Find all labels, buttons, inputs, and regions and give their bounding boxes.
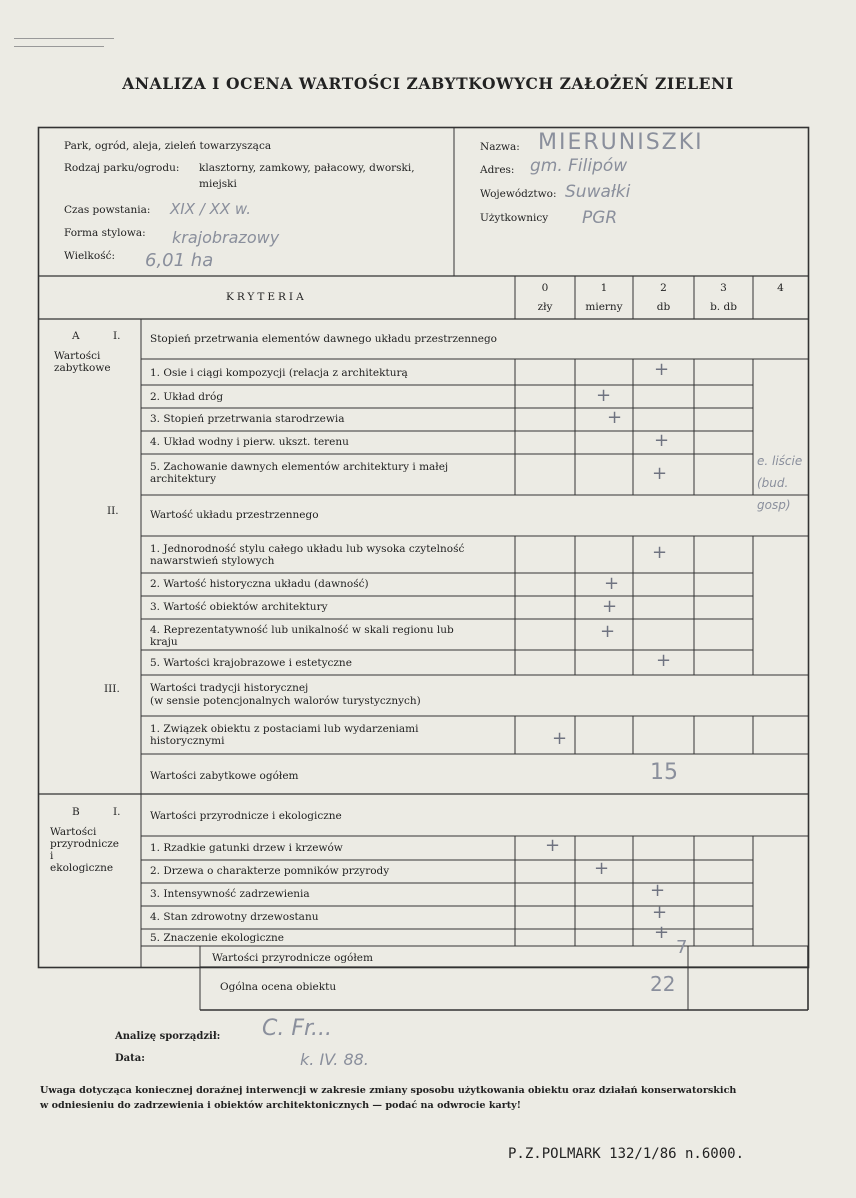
size-value: 6,01 ha [145, 250, 214, 271]
prepared-by-signature: C. Fr... [262, 1016, 333, 1041]
date-label: Data: [115, 1053, 145, 1064]
check-mark: + [552, 728, 568, 749]
criterion-b-3: 3. Intensywność zadrzewienia [150, 888, 310, 900]
criterion-b-5: 5. Znaczenie ekologiczne [150, 932, 285, 944]
note-line-2: w odniesieniu do zadrzewienia i obiektów architektonicznych — podać na odwrocie karty! [40, 1100, 521, 1111]
section-b-title: Wartości przyrodnicze i ekologiczne [150, 810, 342, 822]
users-label: Użytkownicy [480, 212, 549, 224]
criterion-a1-5: 5. Zachowanie dawnych elementów architektury i małej architektury [150, 461, 449, 485]
check-mark: + [596, 385, 612, 406]
check-mark: + [654, 359, 670, 380]
check-mark: + [604, 573, 620, 594]
address-label: Adres: [480, 164, 515, 176]
criterion-a1-1: 1. Osie i ciągi kompozycji (relacja z architekturą [150, 367, 408, 379]
criterion-a1-3: 3. Stopień przetrwania starodrzewia [150, 413, 345, 425]
section-a-name: Wartości zabytkowe [54, 350, 111, 374]
voivodeship-value: Suwałki [565, 182, 631, 202]
voivodeship-label: Województwo: [480, 188, 557, 200]
address-value: gm. Filipów [530, 156, 628, 176]
score-2-num: 2 [660, 282, 667, 294]
section-b-roman: I. [113, 806, 121, 818]
garden-type-options-2: miejski [199, 178, 237, 190]
group-1-title: Stopień przetrwania elementów dawnego układu przestrzennego [150, 333, 497, 345]
group-3-title: Wartości tradycji historycznej [150, 682, 309, 694]
check-mark: + [652, 542, 668, 563]
period-label: Czas powstania: [64, 204, 151, 216]
name-value: MIERUNISZKI [538, 130, 704, 155]
check-mark: + [654, 922, 670, 943]
check-mark: + [652, 463, 668, 484]
criterion-a2-5: 5. Wartości krajobrazowe i estetyczne [150, 657, 352, 669]
check-mark: + [654, 430, 670, 451]
section-a-total-value: 15 [650, 760, 678, 785]
period-value: XIX / XX w. [170, 200, 251, 218]
garden-type-label: Rodzaj parku/ogrodu: [64, 162, 180, 174]
score-4-num: 4 [777, 282, 784, 294]
criterion-a3-1: 1. Związek obiektu z postaciami lub wydarzeniami historycznymi [150, 723, 419, 747]
section-a-roman: I. [113, 330, 121, 342]
section-b-name: Wartości przyrodnicze i ekologiczne [50, 826, 120, 874]
style-value: krajobrazowy [172, 228, 280, 247]
group-3-roman: III. [104, 683, 120, 695]
check-mark: + [607, 407, 623, 428]
size-label: Wielkość: [64, 250, 116, 262]
overall-label: Ogólna ocena obiektu [220, 981, 337, 993]
score-1-word: mierny [585, 301, 623, 313]
group-2-roman: II. [107, 505, 119, 517]
check-mark: + [594, 858, 610, 879]
score-0-word: zły [537, 301, 553, 313]
section-b-total-label: Wartości przyrodnicze ogółem [212, 952, 373, 964]
note-line-1: Uwaga dotycząca koniecznej doraźnej interwencji w zakresie zmiany sposobu użytkowania obiektu oraz działań konserwatorskich [40, 1085, 737, 1096]
criterion-a2-4: 4. Reprezentatywność lub unikalność w skali regionu lub kraju [150, 624, 454, 648]
criterion-b-4: 4. Stan zdrowotny drzewostanu [150, 911, 319, 923]
score-3-word: b. db [710, 301, 737, 313]
criterion-a2-2: 2. Wartość historyczna układu (dawność) [150, 578, 369, 590]
section-b-total-value: 7 [676, 937, 688, 958]
check-mark: + [602, 596, 618, 617]
criterion-a2-3: 3. Wartość obiektów architektury [150, 601, 328, 613]
style-label: Forma stylowa: [64, 227, 146, 239]
check-mark: + [600, 621, 616, 642]
score-3-num: 3 [720, 282, 727, 294]
section-a-total-label: Wartości zabytkowe ogółem [150, 770, 299, 782]
prepared-by-label: Analizę sporządził: [115, 1031, 221, 1042]
score-0-num: 0 [541, 282, 549, 294]
criterion-b-2: 2. Drzewa o charakterze pomników przyrody [150, 865, 390, 877]
group-2-title: Wartość układu przestrzennego [150, 509, 319, 521]
garden-type-options: klasztorny, zamkowy, pałacowy, dworski, [199, 162, 415, 174]
date-value: k. IV. 88. [300, 1050, 369, 1069]
score-1-num: 1 [600, 282, 608, 294]
score-2-word: db [656, 301, 671, 313]
name-label: Nazwa: [480, 141, 520, 153]
group-3-subtitle: (w sensie potencjonalnych walorów turystycznych) [150, 695, 421, 707]
check-mark: + [652, 902, 668, 923]
park-type-label: Park, ogród, aleja, zieleń towarzysząca [64, 140, 272, 152]
form-title: ANALIZA I OCENA WARTOŚCI ZABYTKOWYCH ZAŁOŻEŃ ZIELENI [122, 74, 734, 93]
users-value: PGR [582, 208, 618, 228]
check-mark: + [656, 650, 672, 671]
check-mark: + [545, 835, 561, 856]
check-mark: + [650, 880, 666, 901]
side-note: e. liście (bud. gosp) [757, 454, 803, 512]
criterion-a2-1: 1. Jednorodność stylu całego układu lub wysoka czytelność nawarstwień stylowych [150, 543, 465, 567]
overall-value: 22 [650, 972, 676, 996]
print-code: P.Z.POLMARK 132/1/86 n.6000. [508, 1146, 745, 1162]
criterion-a1-2: 2. Układ dróg [150, 391, 224, 403]
criterion-a1-4: 4. Układ wodny i pierw. ukszt. terenu [150, 436, 349, 448]
criterion-b-1: 1. Rzadkie gatunki drzew i krzewów [150, 842, 343, 854]
section-b-letter: B [72, 806, 80, 818]
criteria-label: KRYTERIA [226, 291, 307, 303]
section-a-letter: A [72, 330, 80, 342]
